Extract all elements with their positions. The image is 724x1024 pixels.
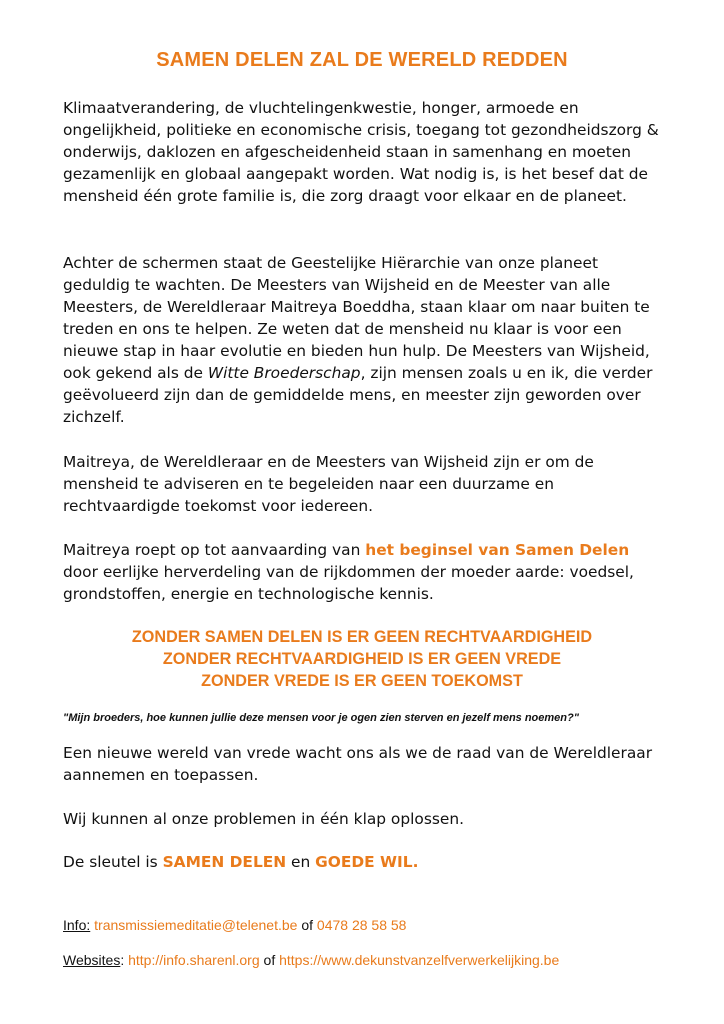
slogan-line: ZONDER VREDE IS ER GEEN TOEKOMST [201, 672, 523, 690]
website-link-sharenl[interactable]: http://info.sharenl.org [128, 952, 260, 968]
key-text-end: . [412, 853, 419, 871]
paragraph-sharing-text-end: door eerlijke herverdeling van de rijkdommen der moeder aarde: voedsel, grondstoffen, energie en technologische kennis. [63, 563, 634, 603]
quote: "Mijn broeders, hoe kunnen jullie deze mensen voor je ogen zien sterven en jezelf mens noemen?" [63, 712, 579, 724]
paragraph-hierarchy-text-start: Achter de schermen staat de Geestelijke Hiërarchie van onze planeet geduldig te wachten. De Meesters van Wijsheid en de Meester van alle Meesters, de Wereldleraar Maitreya Boeddha, staan klaar om naar buiten te treden en ons te helpen. Ze weten dat de mensheid nu klaar is voor een nieuwe stap in haar evolutie en bieden hun hulp. De Meesters van Wijsheid, ook gekend als de [63, 254, 650, 382]
paragraph-maitreya-advice: Maitreya, de Wereldleraar en de Meesters van Wijsheid zijn er om de mensheid te adviseren en te begeleiden naar een duurzame en rechtvaardigde toekomst voor iedereen. [63, 453, 594, 515]
info-label: Info: [63, 917, 91, 933]
websites-separator: of [259, 952, 280, 968]
footer-websites [63, 952, 559, 968]
paragraph-sharing-text-start: Maitreya roept op tot aanvaarding van [63, 541, 366, 559]
slogan-line: ZONDER SAMEN DELEN IS ER GEEN RECHTVAARDIGHEID [131, 628, 593, 646]
websites-label: Websites [63, 952, 121, 968]
key-text-start: De sleutel is [63, 853, 163, 871]
website-link-dekunst[interactable]: https://www.dekunstvanzelfverwerkelijking.be [279, 952, 560, 968]
key-samen-delen: SAMEN DELEN [162, 853, 287, 871]
paragraph-key [63, 851, 663, 873]
paragraph-intro: Klimaatverandering, de vluchtelingenkwestie, honger, armoede en ongelijkheid, politieke en economische crisis, toegang tot gezondheidszorg & onderwijs, daklozen en afgescheidenheid staan in samenhang en moeten gezamenlijk en globaal aangepakt worden. Wat nodig is, is het besef dat de mensheid één grote familie is, die zorg draagt voor elkaar en de planeet. [63, 99, 659, 205]
slogan-block [0, 626, 724, 692]
witte-broederschap-term: Witte Broederschap [207, 364, 361, 382]
key-goede-wil: GOEDE WIL [315, 853, 413, 871]
websites-colon: : [120, 952, 129, 968]
paragraph-hierarchy [63, 252, 663, 428]
paragraph-hierarchy-text-end: , zijn mensen zoals u en ik, die verder geëvolueerd zijn dan de gemiddelde mens, en meester zijn geworden over zichzelf. [63, 364, 653, 426]
phone-number[interactable]: 0478 28 58 58 [316, 917, 407, 933]
paragraph-new-world: Een nieuwe wereld van vrede wacht ons als we de raad van de Wereldleraar aannemen en toepassen. [63, 744, 653, 784]
page-title: SAMEN DELEN ZAL DE WERELD REDDEN [156, 49, 568, 71]
key-text-mid: en [286, 853, 316, 871]
slogan-line: ZONDER RECHTVAARDIGHEID IS ER GEEN VREDE [162, 650, 562, 668]
paragraph-sharing-principle [63, 539, 663, 605]
sharing-principle-highlight: het beginsel van Samen Delen [365, 541, 630, 559]
email-link[interactable]: transmissiemeditatie@telenet.be [94, 917, 298, 933]
footer-info [63, 917, 406, 933]
paragraph-solve-problems: Wij kunnen al onze problemen in één klap oplossen. [63, 810, 464, 828]
info-separator: of [297, 917, 317, 933]
